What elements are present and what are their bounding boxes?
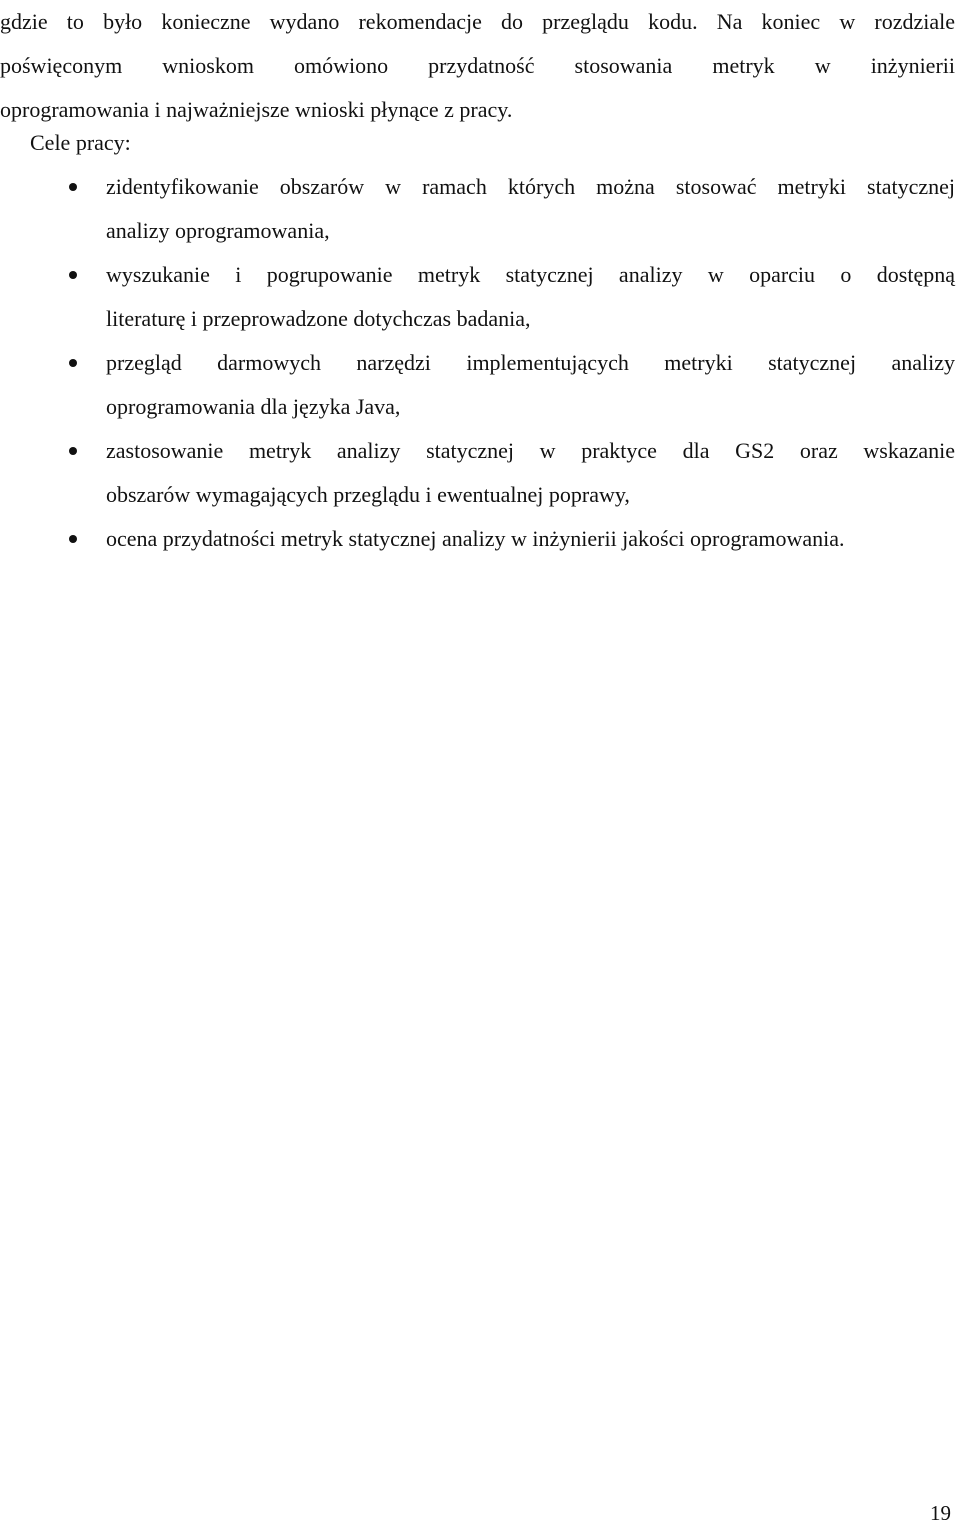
intro-line: oprogramowania i najważniejsze wnioski płynące z pracy. [0,97,513,122]
goal-line: zidentyfikowanie obszarów w ramach których można stosować metryki statycznej [106,174,955,199]
goal-item [0,341,955,429]
goal-item [0,253,955,341]
intro-line: gdzie to było konieczne wydano rekomendacje do przeglądu kodu. Na koniec w rozdziale [0,9,955,34]
goal-line: analizy oprogramowania, [106,218,330,243]
bullet-icon [69,271,77,279]
goal-line: przegląd darmowych narzędzi implementujących metryki statycznej analizy [106,350,955,375]
goal-line: obszarów wymagających przeglądu i ewentualnej poprawy, [106,482,630,507]
goals-list [0,165,955,561]
goal-item [0,517,955,561]
bullet-icon [69,447,77,455]
goal-item [0,429,955,517]
goals-heading: Cele pracy: [30,130,131,155]
bullet-icon [69,183,77,191]
goal-line: wyszukanie i pogrupowanie metryk statycznej analizy w oparciu o dostępną [106,262,955,287]
goal-line: oprogramowania dla języka Java, [106,394,401,419]
goal-item [0,165,955,253]
intro-paragraph [0,0,955,132]
bullet-icon [69,535,77,543]
intro-line: poświęconym wnioskom omówiono przydatność stosowania metryk w inżynierii [0,53,955,78]
goal-line: zastosowanie metryk analizy statycznej w praktyce dla GS2 oraz wskazanie [106,438,955,463]
bullet-icon [69,359,77,367]
page-number: 19 [930,1501,951,1525]
goal-line: literaturę i przeprowadzone dotychczas badania, [106,306,531,331]
goal-line: ocena przydatności metryk statycznej analizy w inżynierii jakości oprogramowania. [106,526,845,551]
